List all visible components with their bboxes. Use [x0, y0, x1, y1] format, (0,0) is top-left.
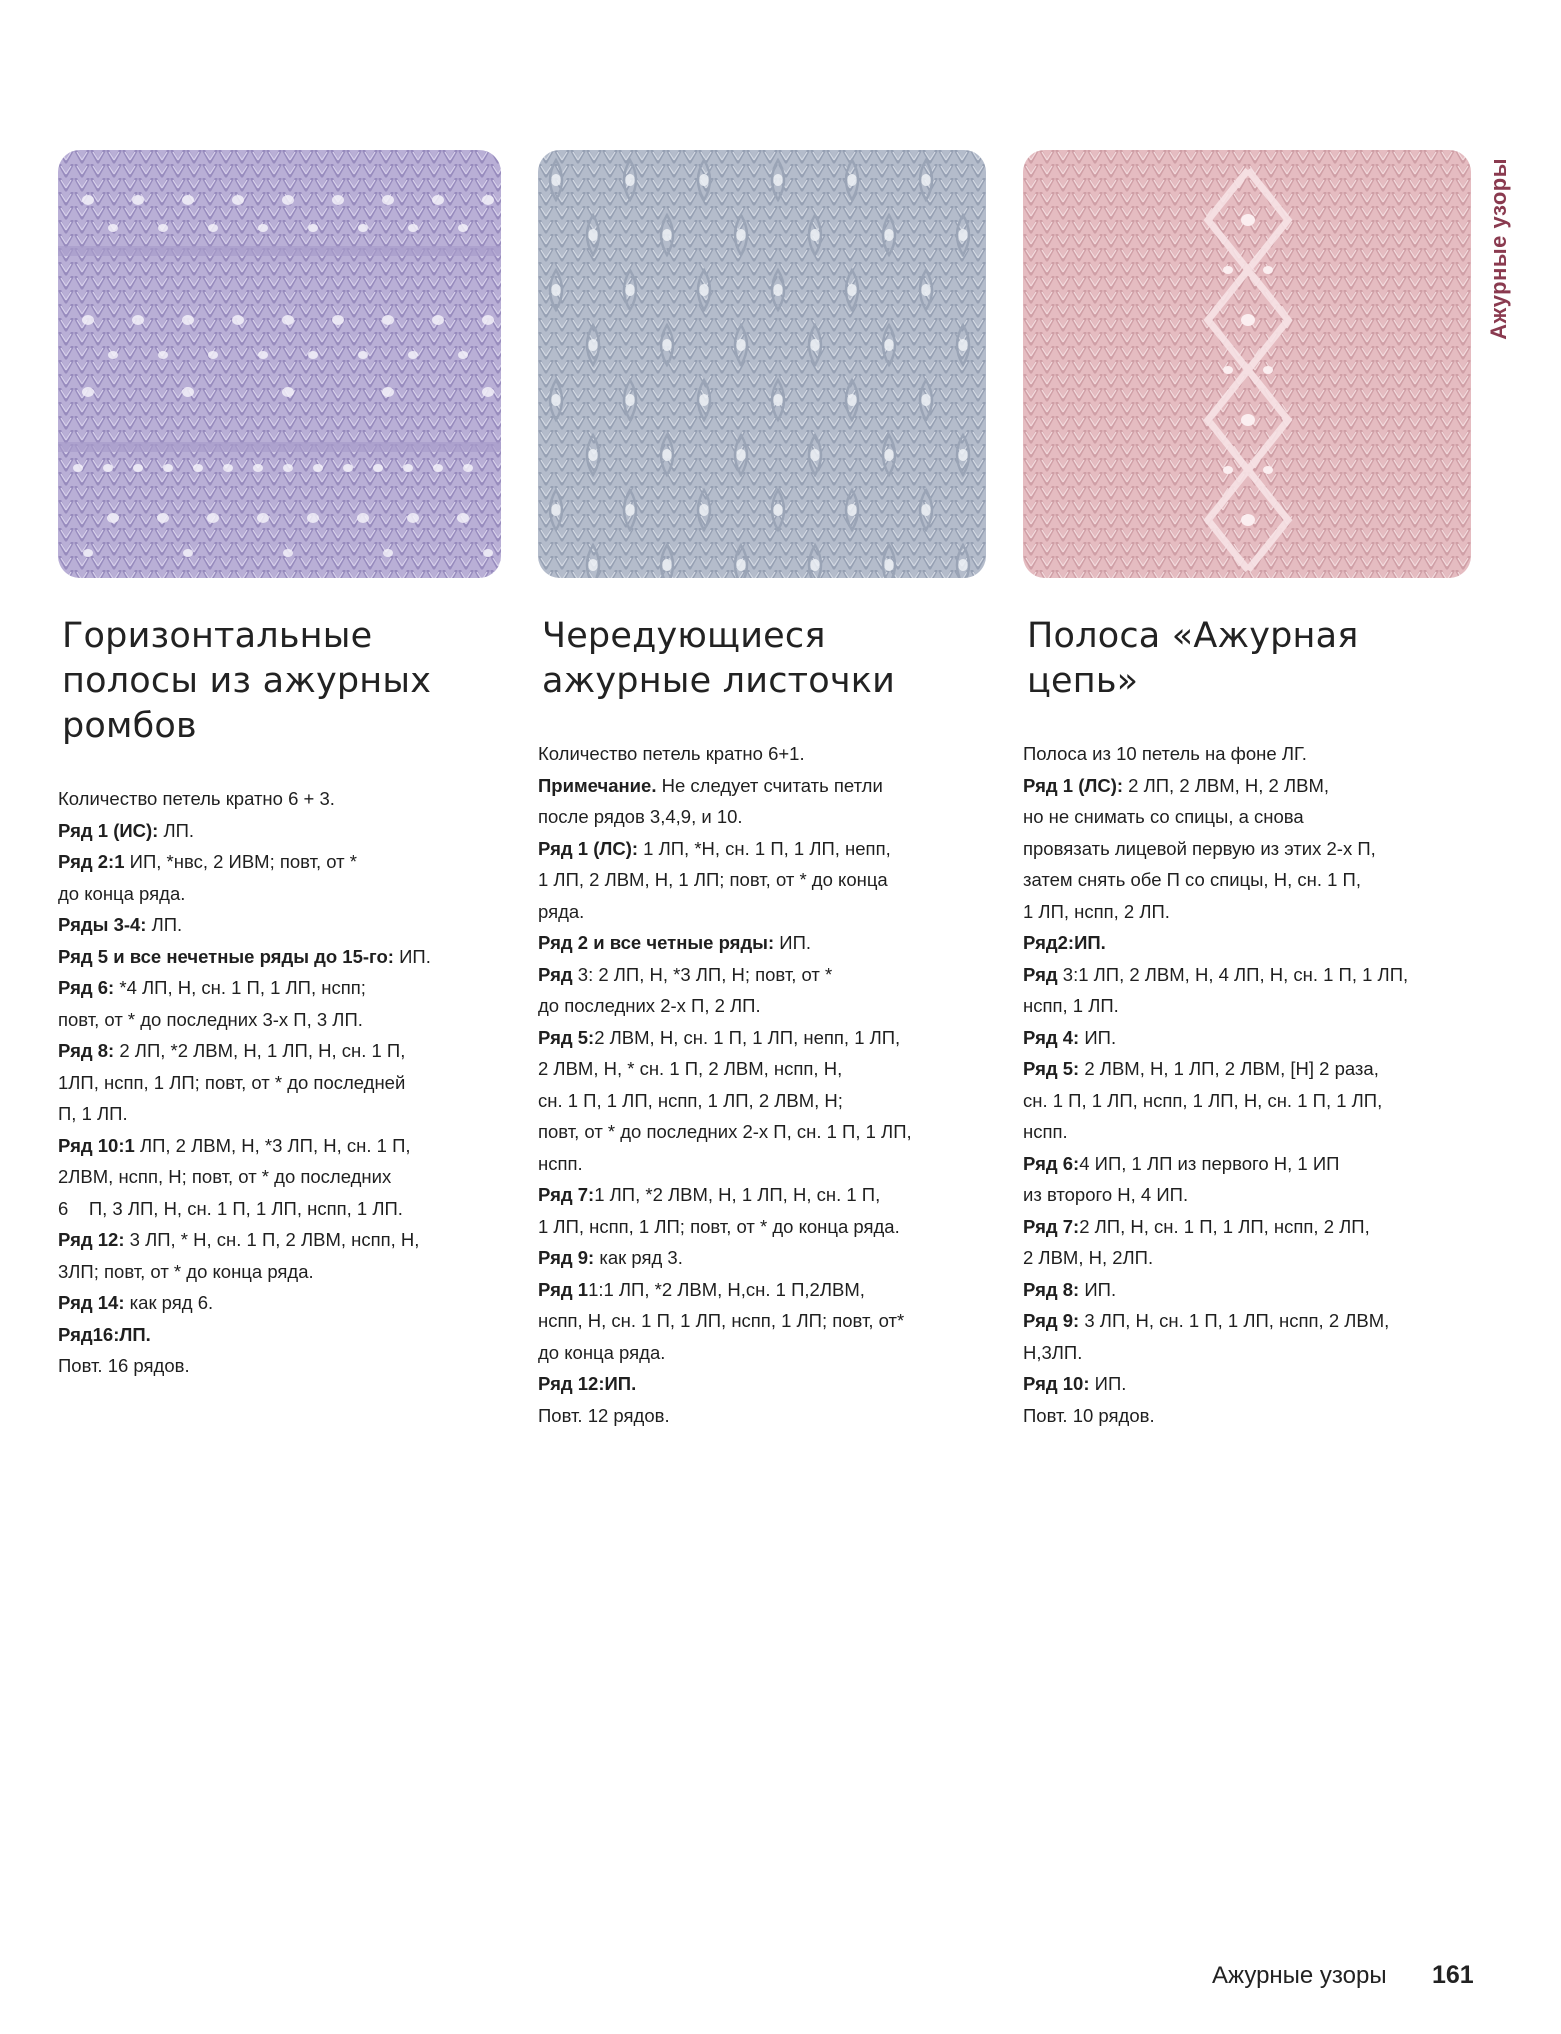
- instruction-line: сн. 1 П, 1 ЛП, нспп, 1 ЛП, 2 ЛВМ, Н;: [538, 1089, 843, 1111]
- instruction-line: после рядов 3,4,9, и 10.: [538, 806, 743, 827]
- instruction-line: Ряд 1 (ЛС): 1 ЛП, *Н, сн. 1 П, 1 ЛП, непп,: [538, 837, 891, 859]
- swatch-photo-alternating-lace-leaves: [538, 150, 986, 578]
- instruction-line: 1 ЛП, нспп, 1 ЛП; повт, от * до конца ряда.: [538, 1215, 900, 1237]
- instruction-line: сн. 1 П, 1 ЛП, нспп, 1 ЛП, Н, сн. 1 П, 1 ЛП,: [1023, 1089, 1383, 1111]
- instruction-line: Ряд 8: 2 ЛП, *2 ЛВМ, Н, 1 ЛП, Н, сн. 1 П,: [58, 1040, 406, 1061]
- instruction-line: Ряд 2:1 ИП, *нвс, 2 ИВМ; повт, от *: [58, 851, 357, 872]
- instruction-line: П, 1 ЛП.: [58, 1103, 128, 1124]
- instruction-line: затем снять обе П со спицы, Н, сн. 1 П,: [1023, 869, 1361, 890]
- instruction-line: Ряд 9: 3 ЛП, Н, сн. 1 П, 1 ЛП, нспп, 2 ЛВМ,: [1023, 1310, 1390, 1331]
- instruction-line: Ряд16:ЛП.: [58, 1323, 151, 1345]
- pattern-column-lace-chain: [1023, 614, 1473, 1431]
- instruction-line: Ряд 7:1 ЛП, *2 ЛВМ, Н, 1 ЛП, Н, сн. 1 П,: [538, 1184, 881, 1205]
- instruction-line: но не снимать со спицы, а снова: [1023, 806, 1304, 827]
- instruction-line: Ряд 12:ИП.: [538, 1373, 637, 1394]
- instruction-line: Ряд 3: 2 ЛП, Н, *3 ЛП, Н; повт, от *: [538, 963, 833, 985]
- swatch-photo-lace-chain-stripe: [1023, 150, 1471, 578]
- pattern-column-horizontal-diamonds: [58, 614, 498, 1382]
- instruction-line: 1 ЛП, нспп, 2 ЛП.: [1023, 900, 1170, 922]
- instruction-line: Ряд 1 (ЛС): 2 ЛП, 2 ЛВМ, Н, 2 ЛВМ,: [1023, 774, 1330, 796]
- instruction-line: повт, от * до последних 3-х П, 3 ЛП.: [58, 1008, 363, 1030]
- instruction-line: Ряд 12: 3 ЛП, * Н, сн. 1 П, 2 ЛВМ, нспп, Н,: [58, 1229, 420, 1250]
- pattern-title: Чередующиеся ажурные листочки: [542, 616, 896, 701]
- instruction-line: нспп.: [538, 1152, 583, 1174]
- instruction-line: Повт. 16 рядов.: [58, 1355, 190, 1376]
- pattern-instructions: [1023, 738, 1473, 1431]
- instruction-line: Ряд 5:2 ЛВМ, Н, сн. 1 П, 1 ЛП, непп, 1 ЛП,: [538, 1026, 901, 1048]
- instruction-line: Ряды 3-4: ЛП.: [58, 914, 183, 935]
- instruction-line: Ряд 10:1 ЛП, 2 ЛВМ, Н, *3 ЛП, Н, сн. 1 П,: [58, 1134, 411, 1156]
- instruction-line: 2 ЛВМ, Н, * сн. 1 П, 2 ЛВМ, нспп, Н,: [538, 1058, 843, 1079]
- instruction-line: Полоса из 10 петель на фоне ЛГ.: [1023, 743, 1307, 764]
- instruction-line: Ряд 2 и все четные ряды: ИП.: [538, 932, 812, 953]
- instruction-line: Ряд 5: 2 ЛВМ, Н, 1 ЛП, 2 ЛВМ, [Н] 2 раза,: [1023, 1058, 1379, 1079]
- swatch-photo-horizontal-diamond-stripes: [58, 150, 501, 578]
- instruction-line: Повт. 12 рядов.: [538, 1404, 670, 1426]
- pattern-instructions: [538, 738, 988, 1431]
- instruction-line: Ряд 7:2 ЛП, Н, сн. 1 П, 1 ЛП, нспп, 2 ЛП,: [1023, 1215, 1370, 1237]
- instruction-line: Ряд 6:4 ИП, 1 ЛП из первого Н, 1 ИП: [1023, 1152, 1340, 1174]
- instruction-line: Количество петель кратно 6+1.: [538, 743, 805, 764]
- instruction-line: 6 П, 3 ЛП, Н, сн. 1 П, 1 ЛП, нспп, 1 ЛП.: [58, 1197, 403, 1219]
- pink-lace-texture: [1023, 150, 1471, 578]
- instruction-line: Ряд 11:1 ЛП, *2 ЛВМ, Н,сн. 1 П,2ЛВМ,: [538, 1278, 865, 1300]
- instruction-line: Количество петель кратно 6 + 3.: [58, 788, 335, 809]
- instruction-line: Ряд 9: как ряд 3.: [538, 1247, 683, 1268]
- instruction-line: Ряд2:ИП.: [1023, 932, 1106, 953]
- pattern-column-alternating-leaves: [538, 614, 988, 1431]
- footer-section-title: Ажурные узоры: [1212, 1962, 1387, 1989]
- instruction-line: Ряд 1 (ИС): ЛП.: [58, 819, 195, 841]
- instruction-line: провязать лицевой первую из этих 2-х П,: [1023, 837, 1376, 859]
- page-number: 161: [1432, 1961, 1474, 1989]
- instruction-line: до последних 2-х П, 2 ЛП.: [538, 995, 761, 1016]
- instruction-line: 2 ЛВМ, Н, 2ЛП.: [1023, 1247, 1154, 1268]
- pattern-instructions: [58, 783, 498, 1382]
- section-side-label: Ажурные узоры: [1486, 158, 1511, 340]
- instruction-line: 2ЛВМ, нспп, Н; повт, от * до последних: [58, 1166, 392, 1187]
- gray-blue-lace-texture: [538, 150, 986, 578]
- instruction-line: нспп.: [1023, 1121, 1068, 1142]
- instruction-line: Н,3ЛП.: [1023, 1341, 1083, 1363]
- instruction-line: нспп, 1 ЛП.: [1023, 995, 1119, 1016]
- instruction-line: до конца ряда.: [538, 1341, 666, 1363]
- instruction-line: Примечание. Не следует считать петли: [538, 774, 883, 796]
- instruction-line: Ряд 10: ИП.: [1023, 1373, 1127, 1394]
- instruction-line: 1ЛП, нспп, 1 ЛП; повт, от * до последней: [58, 1071, 406, 1093]
- instruction-line: Ряд 8: ИП.: [1023, 1278, 1117, 1300]
- pattern-title: Полоса «Ажурная цепь»: [1027, 616, 1359, 701]
- instruction-line: 1 ЛП, 2 ЛВМ, Н, 1 ЛП; повт, от * до конца: [538, 869, 888, 890]
- instruction-line: Ряд 3:1 ЛП, 2 ЛВМ, Н, 4 ЛП, Н, сн. 1 П, 1 ЛП,: [1023, 963, 1409, 985]
- instruction-line: 3ЛП; повт, от * до конца ряда.: [58, 1260, 314, 1282]
- lavender-lace-texture: [58, 150, 501, 578]
- instruction-line: Ряд 4: ИП.: [1023, 1026, 1117, 1048]
- instruction-line: Ряд 5 и все нечетные ряды до 15-го: ИП.: [58, 945, 431, 967]
- instruction-line: нспп, Н, сн. 1 П, 1 ЛП, нспп, 1 ЛП; повт, от*: [538, 1310, 905, 1331]
- instruction-line: ряда.: [538, 900, 585, 922]
- instruction-line: повт, от * до последних 2-х П, сн. 1 П, 1 ЛП,: [538, 1121, 912, 1142]
- instruction-line: до конца ряда.: [58, 882, 186, 904]
- instruction-line: Ряд 14: как ряд 6.: [58, 1292, 214, 1313]
- instruction-line: из второго Н, 4 ИП.: [1023, 1184, 1189, 1205]
- pattern-title: Горизонтальные полосы из ажурных ромбов: [62, 616, 432, 746]
- instruction-line: Повт. 10 рядов.: [1023, 1404, 1155, 1426]
- instruction-line: Ряд 6: *4 ЛП, Н, сн. 1 П, 1 ЛП, нспп;: [58, 977, 366, 998]
